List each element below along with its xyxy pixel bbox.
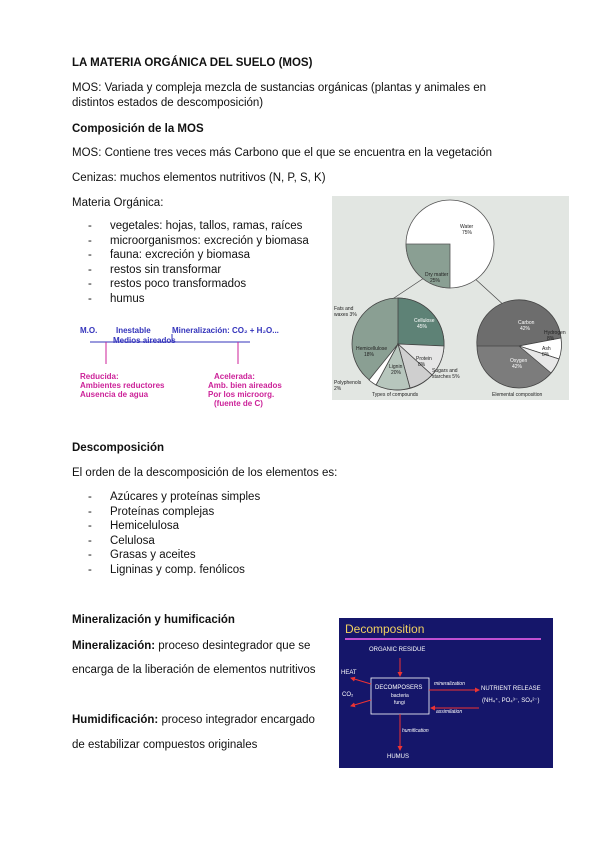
reducida-line-2: Ausencia de agua: [80, 390, 149, 399]
reducida-title: Reducida:: [80, 372, 119, 381]
oxygen-pct: 42%: [512, 364, 523, 370]
assimilation-label: assimilation: [436, 709, 463, 715]
acelerada-line-1: Amb. bien aireados: [208, 381, 282, 390]
list-item: - restos sin transformar: [88, 263, 333, 278]
mineralizacion-def: proceso desintegrador que se: [155, 640, 311, 652]
mineralizacion-heading: Mineralización y humificación: [72, 614, 235, 626]
mineralizacion-term: Mineralización:: [72, 640, 156, 652]
humidificacion-line-2: de estabilizar compuestos originales: [72, 739, 258, 751]
ash-label: Ash: [542, 346, 551, 352]
caption-elemental: Elemental composition: [492, 392, 543, 398]
mineralizacion-label: Mineralización: CO₂ + H₂O...: [172, 326, 279, 335]
slide-title: Decomposition: [345, 622, 425, 636]
co2-label: CO₂: [342, 692, 354, 698]
humus-label: HUMUS: [387, 754, 409, 760]
hydrogen-pct: 8%: [547, 336, 555, 342]
list-item: - Ligninas y comp. fenólicos: [88, 563, 348, 578]
hydrogen-label: Hydrogen: [544, 330, 566, 336]
humidificacion-term: Humidificación:: [72, 714, 159, 726]
acelerada-title: Acelerada:: [214, 372, 255, 381]
mineralizacion-line-2: encarga de la liberación de elementos nutritivos: [72, 664, 316, 676]
list-item: - vegetales: hojas, tallos, ramas, raíces: [88, 219, 333, 234]
mos-definition: MOS: Variada y compleja mezcla de sustancias orgánicas (plantas y animales en distintos estados de descomposición): [72, 82, 486, 109]
hemicellulose-label: Hemicellulose: [356, 346, 388, 352]
composition-heading: Composición de la MOS: [72, 123, 204, 135]
pie-figure: [332, 196, 569, 400]
decomposition-slide: [339, 618, 553, 768]
cellulose-label: Cellulose: [414, 318, 435, 324]
acelerada-line-2: Por los microorg.: [208, 390, 275, 399]
list-item: - Celulosa: [88, 534, 348, 549]
fats-waxes-label: Fats and waxes 3%: [334, 306, 357, 318]
mineralization-label: mineralization: [434, 681, 465, 687]
page-title: LA MATERIA ORGÁNICA DEL SUELO (MOS): [72, 57, 313, 69]
humification-label: humification: [402, 728, 429, 734]
bacteria-label: bacteria: [391, 693, 409, 699]
organic-residue-label: ORGANIC RESIDUE: [369, 647, 426, 653]
inestable-label: Inestable: [116, 326, 151, 335]
list-item: - microorganismos: excreción y biomasa: [88, 234, 333, 249]
list-item: - fauna: excreción y biomasa: [88, 248, 333, 263]
humidificacion-def: proceso integrador encargado: [158, 714, 315, 726]
list-item: - restos poco transformados: [88, 277, 333, 292]
heat-label: HEAT: [341, 670, 357, 676]
list-item: - Hemicelulosa: [88, 519, 348, 534]
polyphenols-label: Polyphenols 2%: [334, 380, 362, 392]
acelerada-line-3: (fuente de C): [214, 399, 263, 408]
nutrient-release-label: NUTRIENT RELEASE: [481, 686, 541, 692]
dry-matter-label: Dry matter: [425, 272, 449, 278]
descomposicion-heading: Descomposición: [72, 442, 165, 454]
protein-pct: 8%: [418, 362, 426, 368]
carbon-pct: 42%: [520, 326, 531, 332]
dry-matter-pct: 25%: [430, 278, 441, 284]
list-item: - Azúcares y proteínas simples: [88, 490, 348, 505]
sugars-starches-label: Sugars and starches 5%: [432, 368, 460, 380]
lignin-label: Lignin: [389, 364, 403, 370]
caption-types: Types of compounds: [372, 392, 419, 398]
list-item: - Proteínas complejas: [88, 505, 348, 520]
decomposers-label: DECOMPOSERS: [375, 685, 423, 691]
composition-line-1: MOS: Contiene tres veces más Carbono que el que se encuentra en la vegetación: [72, 147, 492, 159]
materia-organica-label: Materia Orgánica:: [72, 197, 164, 209]
cellulose-pct: 45%: [417, 324, 428, 330]
hemicellulose-pct: 18%: [364, 352, 375, 358]
list-item: - Grasas y aceites: [88, 548, 348, 563]
oxygen-label: Oxygen: [510, 358, 528, 364]
protein-label: Protein: [416, 356, 432, 362]
reducida-line-1: Ambientes reductores: [80, 381, 165, 390]
materia-organica-list: [88, 219, 333, 307]
composition-line-2: Cenizas: muchos elementos nutritivos (N, P, S, K): [72, 172, 326, 184]
mineralizacion-line-1: [72, 639, 310, 654]
mo-diagram-arrows: [80, 334, 300, 374]
medios-aireados-label: Medios aireados: [113, 336, 176, 345]
fungi-label: fungi: [394, 700, 405, 706]
descomposicion-list: [88, 490, 348, 578]
carbon-label: Carbon: [518, 320, 535, 326]
descomposicion-intro: El orden de la descomposición de los elementos es:: [72, 467, 338, 479]
mo-label: M.O.: [80, 326, 98, 335]
water-pct: 75%: [462, 230, 473, 236]
lignin-pct: 20%: [391, 370, 402, 376]
humidificacion-line-1: [72, 713, 315, 728]
list-item: - humus: [88, 292, 333, 307]
water-label: Water: [460, 224, 474, 230]
ash-pct: 8%: [542, 352, 550, 358]
nutrients-label: (NH₄⁺, PO₄³⁻, SO₄²⁻): [482, 698, 540, 704]
